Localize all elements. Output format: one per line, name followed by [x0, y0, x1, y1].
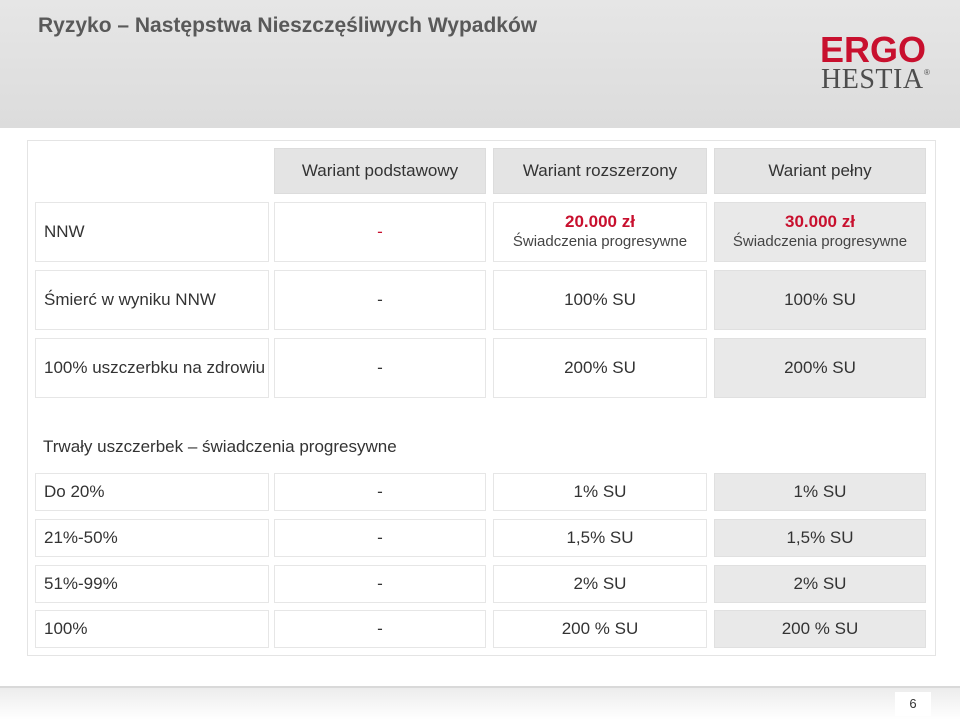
nnw-full-note: Świadczenia progresywne: [732, 233, 908, 250]
nnw-extended-cell: [493, 202, 707, 262]
nnw-extended-note: Świadczenia progresywne: [512, 233, 688, 250]
page-number: 6: [895, 692, 931, 716]
ergo-hestia-logo: [818, 29, 936, 98]
page-title: Ryzyko – Następstwa Nieszczęśliwych Wypadków: [38, 14, 538, 37]
header-bar: [0, 0, 960, 128]
logo-ergo: ERGO: [820, 29, 927, 70]
up-to-20-full-value: 1% SU: [714, 473, 926, 511]
row-label-100: 100%: [35, 610, 269, 648]
health-damage-basic-value: -: [274, 338, 486, 398]
footer-bar: [0, 688, 960, 720]
death-basic-value: -: [274, 270, 486, 330]
row-label-21-50: 21%-50%: [35, 519, 269, 557]
health-damage-extended-value: 200% SU: [493, 338, 707, 398]
logo-hestia: HESTIA: [821, 64, 924, 95]
death-full-value: 100% SU: [714, 270, 926, 330]
range-51-99-full-value: 2% SU: [714, 565, 926, 603]
up-to-20-basic-value: -: [274, 473, 486, 511]
row-label-health-damage: 100% uszczerbku na zdrowiu: [35, 338, 269, 398]
row-label-nnw: NNW: [35, 202, 269, 262]
up-to-20-extended-value: 1% SU: [493, 473, 707, 511]
nnw-full-cell: [714, 202, 926, 262]
range-21-50-full-value: 1,5% SU: [714, 519, 926, 557]
row-label-51-99: 51%-99%: [35, 565, 269, 603]
range-100-basic-value: -: [274, 610, 486, 648]
range-21-50-extended-value: 1,5% SU: [493, 519, 707, 557]
logo-registered-mark: ®: [924, 68, 930, 77]
footer-divider: [0, 686, 960, 688]
death-extended-value: 100% SU: [493, 270, 707, 330]
nnw-basic-value: -: [274, 202, 486, 262]
health-damage-full-value: 200% SU: [714, 338, 926, 398]
range-51-99-basic-value: -: [274, 565, 486, 603]
column-header-basic: Wariant podstawowy: [274, 148, 486, 194]
range-100-extended-value: 200 % SU: [493, 610, 707, 648]
column-header-full: Wariant pełny: [714, 148, 926, 194]
range-21-50-basic-value: -: [274, 519, 486, 557]
section-title-permanent-damage: Trwały uszczerbek – świadczenia progresywne: [43, 437, 397, 456]
nnw-full-amount: 30.000 zł: [785, 212, 855, 231]
range-51-99-extended-value: 2% SU: [493, 565, 707, 603]
row-label-up-to-20: Do 20%: [35, 473, 269, 511]
range-100-full-value: 200 % SU: [714, 610, 926, 648]
nnw-extended-amount: 20.000 zł: [565, 212, 635, 231]
column-header-extended: Wariant rozszerzony: [493, 148, 707, 194]
row-label-death: Śmierć w wyniku NNW: [35, 270, 269, 330]
